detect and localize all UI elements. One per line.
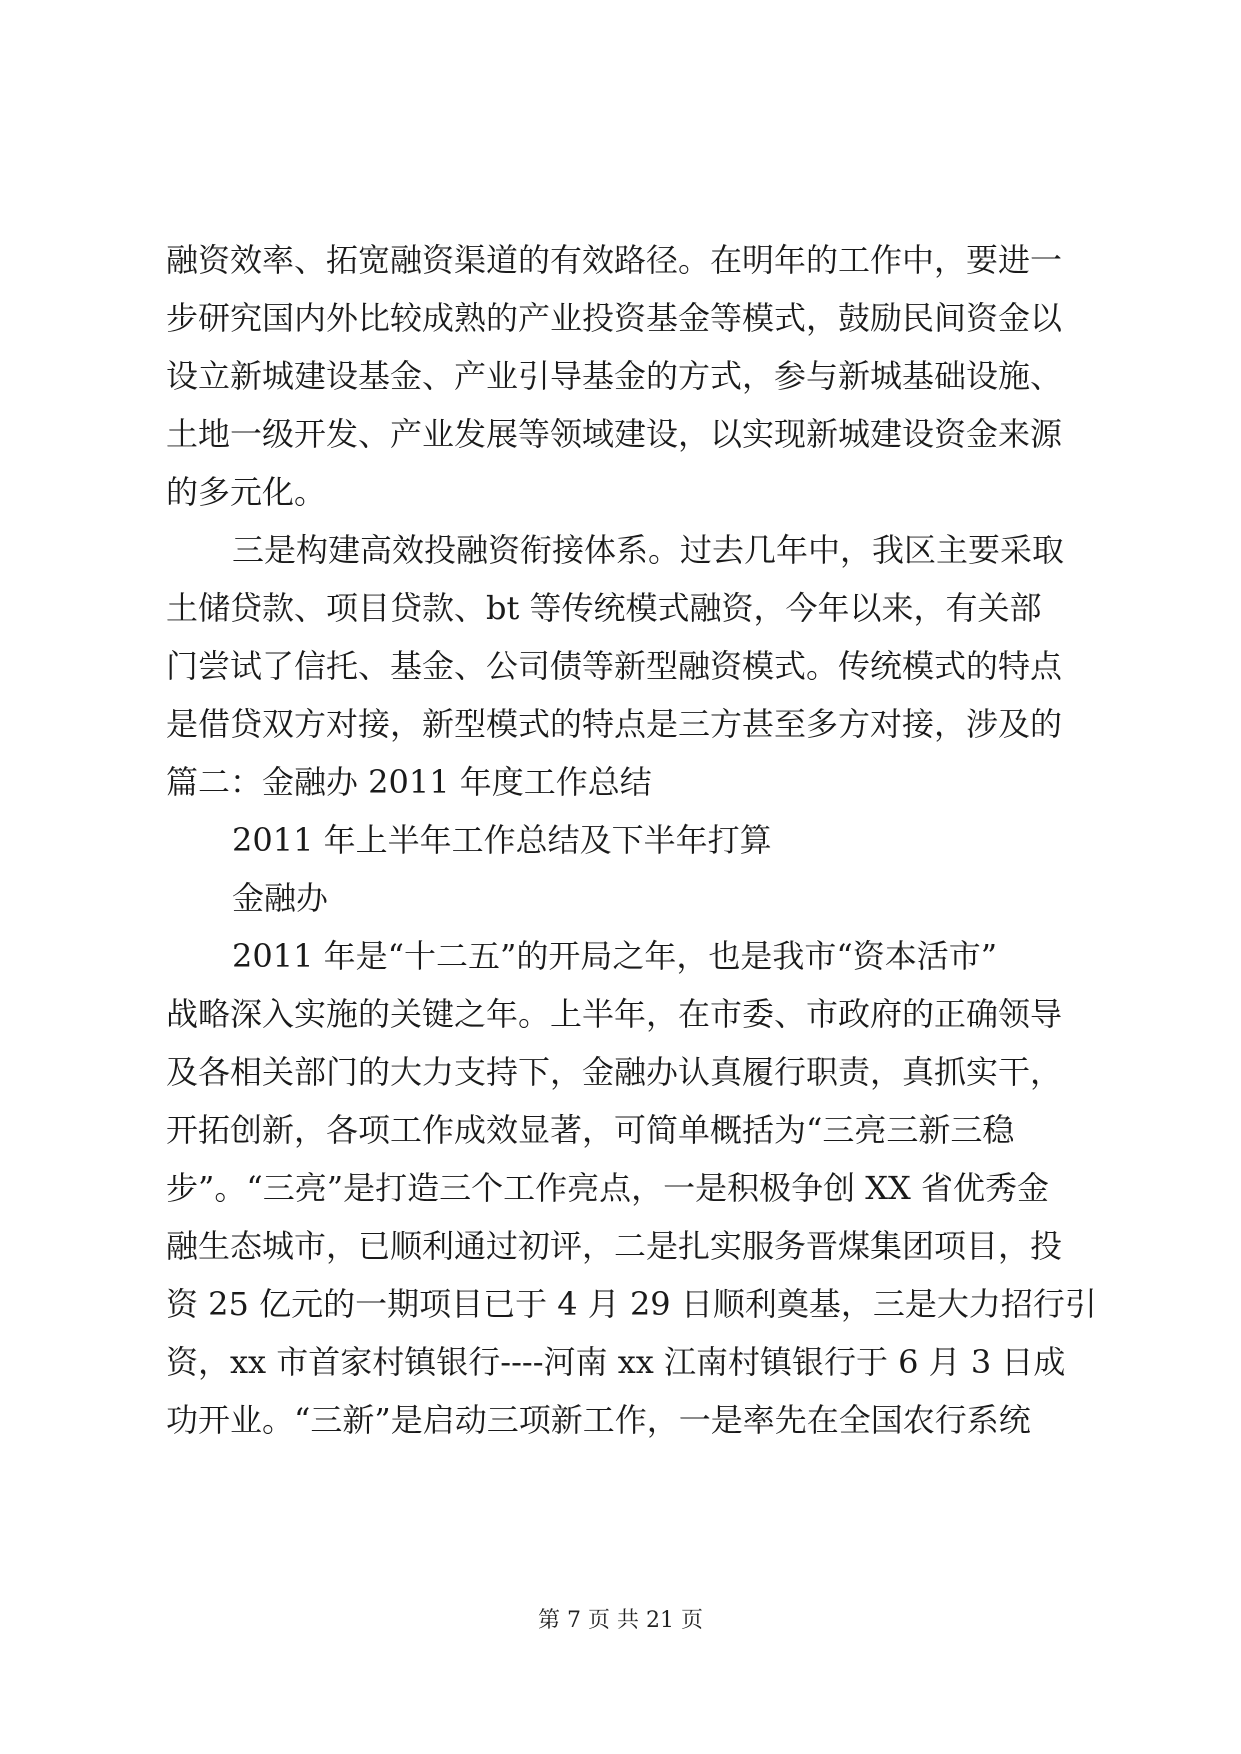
text-line: 开拓创新，各项工作成效显著，可简单概括为“三亮三新三稳: [166, 1111, 1015, 1149]
text-line: 的多元化。: [166, 473, 327, 511]
page-footer: 第 7 页 共 21 页: [538, 1608, 703, 1633]
text-line: 是借贷双方对接，新型模式的特点是三方甚至多方对接，涉及的: [166, 705, 1063, 743]
text-line: 资，xx 市首家村镇银行----河南 xx 江南村镇银行于 6 月 3 日成: [166, 1343, 1066, 1381]
text-line: 融资效率、拓宽融资渠道的有效路径。在明年的工作中，要进一: [166, 241, 1063, 279]
text-line: 融生态城市，已顺利通过初评，二是扎实服务晋煤集团项目，投: [166, 1227, 1063, 1265]
text-line: 功开业。“三新”是启动三项新工作，一是率先在全国农行系统: [166, 1401, 1031, 1439]
text-line: 土地一级开发、产业发展等领域建设，以实现新城建设资金来源: [166, 415, 1063, 453]
text-line: 资 25 亿元的一期项目已于 4 月 29 日顺利奠基，三是大力招行引: [166, 1285, 1097, 1323]
text-line: 战略深入实施的关键之年。上半年，在市委、市政府的正确领导: [166, 995, 1063, 1033]
section-heading: 篇二：金融办 2011 年度工作总结: [166, 763, 652, 801]
text-line: 步”。“三亮”是打造三个工作亮点，一是积极争创 XX 省优秀金: [166, 1169, 1049, 1207]
text-line: 三是构建高效投融资衔接体系。过去几年中，我区主要采取: [232, 531, 1065, 569]
text-line: 2011 年是“十二五”的开局之年，也是我市“资本活市”: [232, 937, 998, 975]
text-line: 步研究国内外比较成熟的产业投资基金等模式，鼓励民间资金以: [166, 299, 1063, 337]
document-author: 金融办: [232, 879, 329, 917]
text-line: 门尝试了信托、基金、公司债等新型融资模式。传统模式的特点: [166, 647, 1063, 685]
text-line: 设立新城建设基金、产业引导基金的方式，参与新城基础设施、: [166, 357, 1063, 395]
text-line: 土储贷款、项目贷款、bt 等传统模式融资，今年以来，有关部: [166, 589, 1042, 627]
document-title: 2011 年上半年工作总结及下半年打算: [232, 821, 772, 859]
text-line: 及各相关部门的大力支持下，金融办认真履行职责，真抓实干，: [166, 1053, 1063, 1091]
